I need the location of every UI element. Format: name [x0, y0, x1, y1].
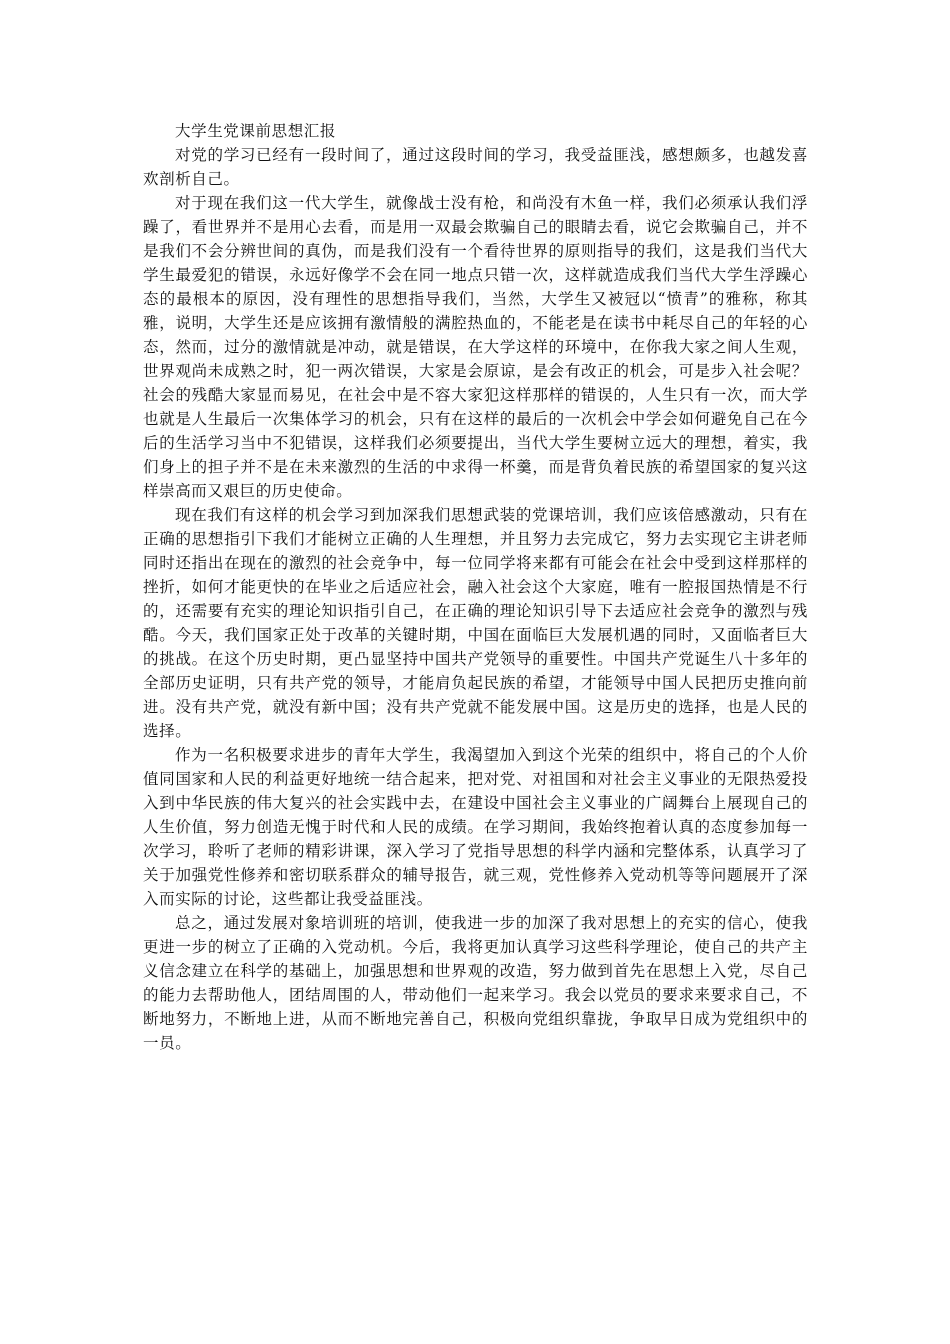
paragraph-1: 对党的学习已经有一段时间了，通过这段时间的学习，我受益匪浅，感想颇多，也越发喜欢剖析自己。 [143, 146, 808, 188]
paragraph-2: 对于现在我们这一代大学生，就像战士没有枪，和尚没有木鱼一样，我们必须承认我们浮躁了，看世界并不是用心去看，而是用一双最会欺骗自己的眼睛去看，说它会欺骗自己，并不是我们不会分辨世间的真伪，而是我们没有一个看待世界的原则指导的我们，这是我们当代大学生最爱犯的错误，永远好像学不会在同一地点只错一次，这样就造成我们当代大学生浮躁心态的最根本的原因，没有理性的思想指导我们，当然，大学生又被冠以“愤青”的雅称，称其雅，说明，大学生还是应该拥有激情般的满腔热血的，不能老是在读书中耗尽自己的年轻的心态，然而，过分的激情就是冲动，就是错误，在大学这样的环境中，在你我大家之间人生观，世界观尚未成熟之时，犯一两次错误，大家是会原谅，是会有改正的机会，可是步入社会呢？社会的残酷大家显而易见，在社会中是不容大家犯这样那样的错误的，人生只有一次，而大学也就是人生最后一次集体学习的机会，只有在这样的最后的一次机会中学会如何避免自己在今后的生活学习当中不犯错误，这样我们必须要提出，当代大学生要树立远大的理想，着实，我们身上的担子并不是在未来激烈的生活的中求得一杯羹，而是背负着民族的希望国家的复兴这样崇高而又艰巨的历史使命。 [143, 194, 808, 500]
document-title: 大学生党课前思想汇报 [175, 122, 337, 140]
paragraph-3: 现在我们有这样的机会学习到加深我们思想武装的党课培训，我们应该倍感激动，只有在正确的思想指引下我们才能树立正确的人生理想，并且努力去完成它，努力去实现它主讲老师同时还指出在现在的激烈的社会竞争中，每一位同学将来都有可能会在社会中受到这样那样的挫折，如何才能更快的在毕业之后适应社会，融入社会这个大家庭，唯有一腔报国热情是不行的，还需要有充实的理论知识指引自己，在正确的理论知识引导下去适应社会竞争的激烈与残酷。今天，我们国家正处于改革的关键时期，中国在面临巨大发展机遇的同时，又面临者巨大的挑战。在这个历史时期，更凸显坚持中国共产党领导的重要性。中国共产党诞生八十多年的全部历史证明，只有共产党的领导，才能肩负起民族的希望，才能领导中国人民把历史推向前进。没有共产党，就没有新中国；没有共产党就不能发展中国。这是历史的选择，也是人民的选择。 [143, 506, 808, 740]
document-body [143, 119, 808, 1055]
paragraph-4: 作为一名积极要求进步的青年大学生，我渴望加入到这个光荣的组织中，将自己的个人价值同国家和人民的利益更好地统一结合起来，把对党、对祖国和对社会主义事业的无限热爱投入到中华民族的伟大复兴的社会实践中去，在建设中国社会主义事业的广阔舞台上展现自己的人生价值，努力创造无愧于时代和人民的成绩。在学习期间，我始终抱着认真的态度参加每一次学习，聆听了老师的精彩讲课，深入学习了党指导思想的科学内涵和完整体系，认真学习了关于加强党性修养和密切联系群众的辅导报告，就三观，党性修养入党动机等等问题展开了深入而实际的讨论，这些都让我受益匪浅。 [143, 746, 808, 908]
paragraph-5: 总之，通过发展对象培训班的培训，使我进一步的加深了我对思想上的充实的信心，使我更进一步的树立了正确的入党动机。今后，我将更加认真学习这些科学理论，使自己的共产主义信念建立在科学的基础上，加强思想和世界观的改造，努力做到首先在思想上入党，尽自己的能力去帮助他人，团结周围的人，带动他们一起来学习。我会以党员的要求来要求自己，不断地努力，不断地上进，从而不断地完善自己，积极向党组织靠拢，争取早日成为党组织中的一员。 [143, 914, 808, 1052]
